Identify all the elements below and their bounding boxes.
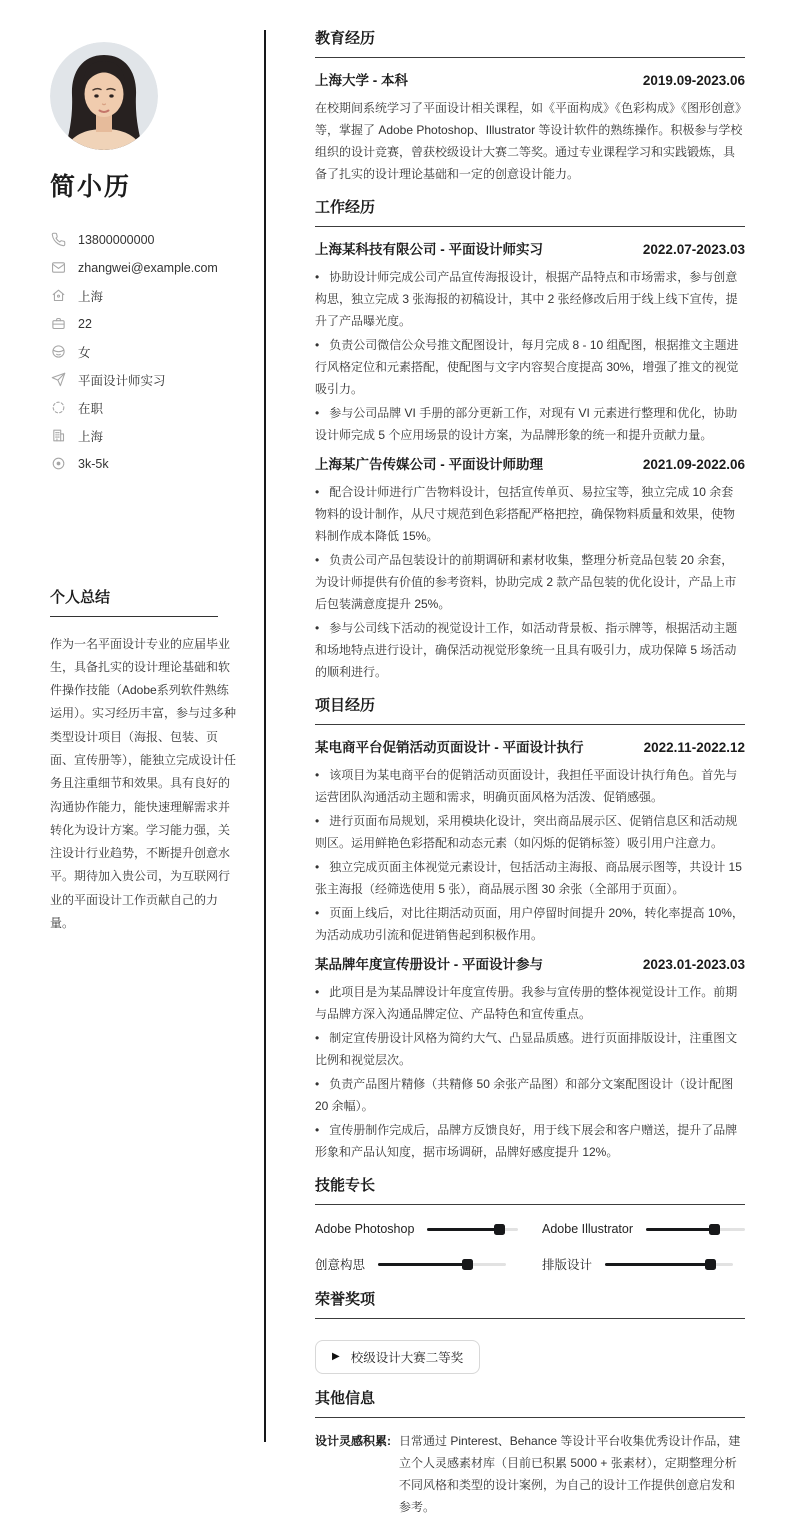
skill-slider-fill: [605, 1263, 711, 1266]
bullet-item: [315, 1119, 745, 1163]
contact-list: [50, 226, 236, 478]
bullet-dot-icon: •: [315, 406, 320, 420]
bullet-dot-icon: •: [315, 860, 320, 874]
contact-item: [50, 310, 236, 338]
section-work: [315, 199, 745, 683]
section-projects: [315, 697, 745, 1163]
bullet-text: 负责产品图片精修（共精修 50 余张产品图）和部分文案配图设计（设计配图 20 余幅）。: [315, 1077, 734, 1113]
award-list: [315, 1333, 745, 1374]
bullet-text: 协助设计师完成公司产品宣传海报设计，根据产品特点和市场需求，参与创意构思，独立完成 3 张海报的初稿设计，其中 2 张经修改后用于线上线下宣传，提升了产品曝光度。: [315, 270, 738, 328]
item-date: 2019.09-2023.06: [642, 73, 745, 88]
skill-label: 创意构思: [315, 1258, 366, 1272]
skill-slider-handle[interactable]: [462, 1259, 473, 1270]
bullet-dot-icon: •: [315, 553, 320, 567]
bullet-dot-icon: •: [315, 338, 320, 352]
other-info-list: [315, 1430, 745, 1518]
bullet-text: 页面上线后，对比往期活动页面，用户停留时间提升 20%，转化率提高 10%，为活动成功引流和促进销售起到积极作用。: [315, 906, 744, 942]
experience-item: [315, 72, 745, 185]
contact-value: 3k-5k: [78, 456, 109, 471]
bullet-text: 配合设计师进行广告物料设计，包括宣传单页、易拉宝等，独立完成 10 余套物料的设计制作，从尺寸规范到色彩搭配严格把控，确保物料质量和效果，使物料制作成本降低 15%。: [315, 485, 736, 543]
bullet-item: [315, 402, 745, 446]
work-section-title: 工作经历: [315, 199, 745, 227]
item-title: 上海某广告传媒公司 - 平面设计师助理: [315, 457, 543, 472]
work-items: [315, 241, 745, 683]
other-info-row: [315, 1430, 745, 1518]
item-header: [315, 739, 745, 756]
contact-value: 上海: [78, 289, 104, 304]
bullet-text: 宣传册制作完成后，品牌方反馈良好，用于线下展会和客户赠送，提升了品牌形象和产品认知度，据市场调研，品牌好感度提升 12%。: [315, 1123, 738, 1159]
experience-item: [315, 456, 745, 683]
bullet-text: 此项目是为某品牌设计年度宣传册。我参与宣传册的整体视觉设计工作。前期与品牌方深入沟通品牌定位、产品特色和宣传重点。: [315, 985, 738, 1021]
summary-text: 作为一名平面设计专业的应届毕业生，具备扎实的设计理论基础和软件操作技能（Adobe系列软件熟练运用）。实习经历丰富，参与过多种类型设计项目（海报、包装、页面、宣传册等），能独立完成设计任务且注重细节和效果。具有良好的沟通协作能力，能快速理解需求并转化为设计方案。学习能力强，关注设计行业趋势，不断提升创意水平。期待加入贵公司，为互联网行业的平面设计工作贡献自己的力量。: [50, 636, 237, 931]
other-info-text: 日常通过 Pinterest、Behance 等设计平台收集优秀设计作品，建立个人灵感素材库（目前已积累 5000 + 张素材），定期整理分析不同风格和类型的设计案例，为自己的设计工作提供创意启发和参考。: [399, 1434, 741, 1514]
bullet-text: 进行页面布局规划，采用模块化设计，突出商品展示区、促销信息区和活动规则区。运用鲜艳色彩搭配和动态元素（如闪烁的促销标签）吸引用户注意力。: [315, 814, 738, 850]
mail-icon: [50, 260, 66, 276]
contact-item: [50, 422, 236, 450]
bullet-text: 负责公司产品包装设计的前期调研和素材收集，整理分析竞品包装 20 余套，为设计师提供有价值的参考资料，协助完成 2 款产品包装的优化设计，产品上市后包装满意度提升 25%。: [315, 553, 737, 611]
age-icon: [50, 316, 66, 332]
item-title: 某品牌年度宣传册设计 - 平面设计参与: [315, 957, 543, 972]
skill-slider-handle[interactable]: [494, 1224, 505, 1235]
skill-item: [542, 1255, 745, 1273]
bullet-dot-icon: •: [315, 1077, 320, 1091]
contact-value: 女: [78, 345, 91, 360]
skills-section-title: 技能专长: [315, 1177, 745, 1205]
bullet-item: [315, 856, 745, 900]
education-items: [315, 72, 745, 185]
contact-value: 平面设计师实习: [78, 373, 166, 388]
bullet-text: 负责公司微信公众号推文配图设计，每月完成 8 - 10 组配图，根据推文主题进行风格定位和元素搭配，使配图与文字内容契合度提高 30%，增强了推文的视觉吸引力。: [315, 338, 739, 396]
contact-value: 在职: [78, 401, 104, 416]
other-info-label: 设计灵感积累:: [315, 1434, 391, 1448]
bullet-dot-icon: •: [315, 985, 320, 999]
contact-item: [50, 226, 236, 254]
item-title: 上海某科技有限公司 - 平面设计师实习: [315, 242, 543, 257]
bullet-item: [315, 981, 745, 1025]
phone-icon: [50, 232, 66, 248]
skill-item: [542, 1222, 745, 1236]
bullet-text: 参与公司品牌 VI 手册的部分更新工作，对现有 VI 元素进行整理和优化，协助设计师完成 5 个应用场景的设计方案，为品牌形象的统一和提升贡献力量。: [315, 406, 738, 442]
awards-section-title: 荣誉奖项: [315, 1291, 745, 1319]
candidate-name: 简小历: [50, 173, 132, 201]
skill-slider[interactable]: [646, 1228, 745, 1231]
bullet-item: [315, 617, 745, 683]
other-section-title: 其他信息: [315, 1390, 745, 1418]
salary-icon: [50, 456, 66, 472]
skill-slider-handle[interactable]: [705, 1259, 716, 1270]
projects-section-title: 项目经历: [315, 697, 745, 725]
item-date: 2021.09-2022.06: [642, 457, 745, 472]
skill-slider-fill: [427, 1228, 499, 1231]
skill-slider-fill: [646, 1228, 715, 1231]
bullet-item: [315, 1073, 745, 1117]
paper-plane-icon: [50, 372, 66, 388]
experience-item: [315, 241, 745, 446]
contact-value: 22: [78, 316, 92, 331]
skill-slider[interactable]: [605, 1263, 733, 1266]
contact-item: [50, 450, 236, 478]
item-date: 2022.07-2023.03: [642, 242, 745, 257]
gender-icon: [50, 344, 66, 360]
section-skills: [315, 1177, 745, 1277]
contact-value: 13800000000: [78, 232, 155, 247]
main-content: [266, 30, 745, 1514]
item-header: [315, 456, 745, 473]
contact-item: [50, 254, 236, 282]
item-date: 2023.01-2023.03: [642, 957, 745, 972]
experience-item: [315, 739, 745, 946]
bullet-dot-icon: •: [315, 1031, 320, 1045]
bullet-text: 该项目为某电商平台的促销活动页面设计，我担任平面设计执行角色。首先与运营团队沟通活动主题和需求，明确页面风格为活泼、促销感强。: [315, 768, 738, 804]
sidebar: [50, 30, 264, 1478]
bullet-item: [315, 810, 745, 854]
status-icon: [50, 400, 66, 416]
building-icon: [50, 428, 66, 444]
bullet-dot-icon: •: [315, 906, 320, 920]
skill-slider-fill: [378, 1263, 468, 1266]
item-date: 2022.11-2022.12: [643, 740, 745, 755]
contact-item: [50, 338, 236, 366]
bullet-dot-icon: •: [315, 485, 320, 499]
skill-item: [315, 1255, 518, 1273]
bullet-dot-icon: •: [315, 768, 320, 782]
bullet-item: [315, 1027, 745, 1071]
bullet-item: [315, 334, 745, 400]
bullet-text: 参与公司线下活动的视觉设计工作，如活动背景板、指示牌等，根据活动主题和场地特点进行设计，确保活动视觉形象统一且具有吸引力，成功保障 5 场活动的顺利进行。: [315, 621, 738, 679]
project-items: [315, 739, 745, 1163]
bullet-text: 独立完成页面主体视觉元素设计，包括活动主海报、商品展示图等，共设计 15 张主海报（经筛选使用 5 张），商品展示图 30 余张（全部用于页面）。: [315, 860, 742, 896]
skill-item: [315, 1222, 518, 1236]
skill-slider-handle[interactable]: [709, 1224, 720, 1235]
bullet-item: [315, 481, 745, 547]
bullet-dot-icon: •: [315, 1123, 320, 1137]
avatar: [50, 42, 158, 150]
item-header: [315, 72, 745, 89]
award-text: 校级设计大赛二等奖: [350, 1351, 464, 1365]
skill-label: Adobe Photoshop: [315, 1222, 415, 1236]
contact-value: 上海: [78, 429, 104, 444]
item-header: [315, 956, 745, 973]
play-icon: ▶: [332, 1351, 340, 1362]
skill-label: 排版设计: [542, 1258, 593, 1272]
bullet-item: [315, 902, 745, 946]
contact-item: [50, 366, 236, 394]
bullet-dot-icon: •: [315, 270, 320, 284]
skills-grid: [315, 1219, 745, 1277]
experience-item: [315, 956, 745, 1163]
bullet-text: 制定宣传册设计风格为简约大气、凸显品质感。进行页面排版设计，注重图文比例和视觉层次。: [315, 1031, 738, 1067]
summary-title: 个人总结: [50, 586, 218, 617]
item-header: [315, 241, 745, 258]
bullet-item: [315, 549, 745, 615]
skill-slider[interactable]: [427, 1228, 518, 1231]
section-other-info: [315, 1390, 745, 1518]
bullet-dot-icon: •: [315, 814, 320, 828]
item-title: 某电商平台促销活动页面设计 - 平面设计执行: [315, 740, 584, 755]
section-education: [315, 30, 745, 185]
bullet-item: [315, 266, 745, 332]
contact-item: [50, 282, 236, 310]
skill-label: Adobe Illustrator: [542, 1222, 634, 1236]
bullet-item: [315, 764, 745, 808]
award-chip: [315, 1340, 480, 1374]
skill-slider[interactable]: [378, 1263, 506, 1266]
item-description: 在校期间系统学习了平面设计相关课程，如《平面构成》《色彩构成》《图形创意》等，掌握了 Adobe Photoshop、Illustrator 等设计软件的熟练操作。积极参与学校组织的设计竞赛，曾获校级设计大赛二等奖。通过专业课程学习和实践锻炼，具备了扎实的设计理论基础和一定的创意设计能力。: [315, 101, 743, 181]
item-title: 上海大学 - 本科: [315, 73, 408, 88]
education-section-title: 教育经历: [315, 30, 745, 58]
bullet-dot-icon: •: [315, 621, 320, 635]
summary-section: [50, 586, 236, 936]
contact-value: zhangwei@example.com: [78, 260, 218, 275]
section-awards: [315, 1291, 745, 1374]
home-icon: [50, 288, 66, 304]
avatar-photo-icon: [50, 42, 158, 150]
contact-item: [50, 394, 236, 422]
